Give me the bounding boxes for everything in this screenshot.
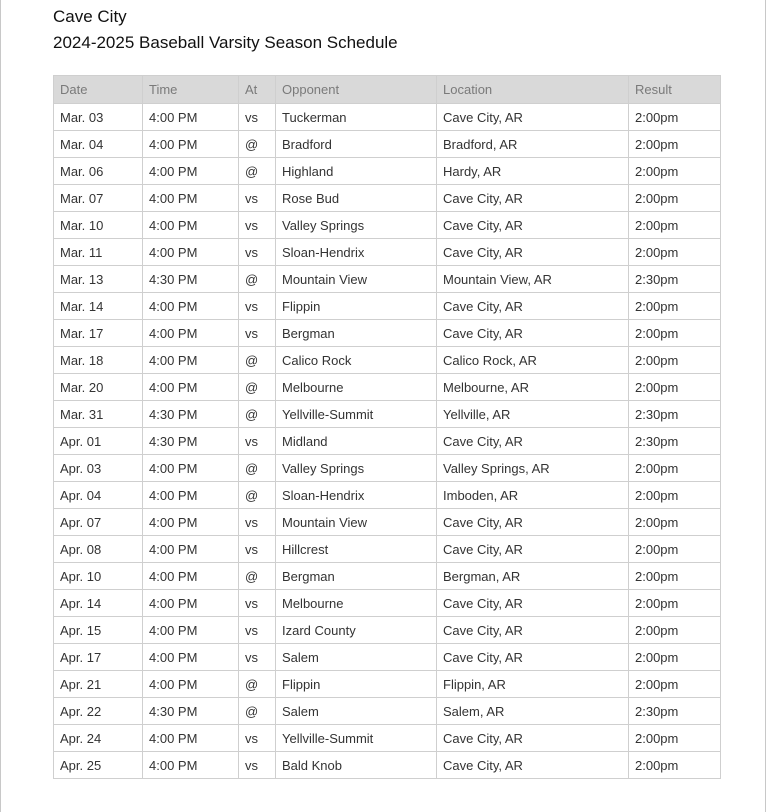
cell-result: 2:30pm xyxy=(629,698,721,725)
cell-location: Salem, AR xyxy=(437,698,629,725)
cell-location: Yellville, AR xyxy=(437,401,629,428)
column-header-time: Time xyxy=(143,76,239,104)
cell-time: 4:00 PM xyxy=(143,644,239,671)
table-row xyxy=(54,590,721,617)
cell-date: Mar. 07 xyxy=(54,185,143,212)
cell-time: 4:00 PM xyxy=(143,752,239,779)
table-row xyxy=(54,563,721,590)
cell-result: 2:00pm xyxy=(629,590,721,617)
cell-at: vs xyxy=(239,617,276,644)
cell-result: 2:00pm xyxy=(629,752,721,779)
cell-location: Cave City, AR xyxy=(437,212,629,239)
cell-date: Apr. 22 xyxy=(54,698,143,725)
cell-time: 4:00 PM xyxy=(143,563,239,590)
table-row xyxy=(54,212,721,239)
cell-at: vs xyxy=(239,104,276,131)
cell-opponent: Hillcrest xyxy=(276,536,437,563)
cell-date: Apr. 03 xyxy=(54,455,143,482)
cell-time: 4:00 PM xyxy=(143,671,239,698)
cell-date: Mar. 03 xyxy=(54,104,143,131)
cell-opponent: Salem xyxy=(276,644,437,671)
cell-location: Calico Rock, AR xyxy=(437,347,629,374)
cell-result: 2:00pm xyxy=(629,482,721,509)
cell-at: @ xyxy=(239,563,276,590)
table-row xyxy=(54,374,721,401)
table-row xyxy=(54,104,721,131)
cell-result: 2:30pm xyxy=(629,401,721,428)
cell-time: 4:30 PM xyxy=(143,266,239,293)
cell-result: 2:00pm xyxy=(629,239,721,266)
cell-at: @ xyxy=(239,266,276,293)
cell-time: 4:00 PM xyxy=(143,617,239,644)
column-header-location: Location xyxy=(437,76,629,104)
column-header-at: At xyxy=(239,76,276,104)
cell-result: 2:30pm xyxy=(629,428,721,455)
table-row xyxy=(54,401,721,428)
cell-opponent: Midland xyxy=(276,428,437,455)
cell-result: 2:00pm xyxy=(629,131,721,158)
table-row xyxy=(54,185,721,212)
cell-date: Apr. 21 xyxy=(54,671,143,698)
table-row xyxy=(54,131,721,158)
cell-time: 4:00 PM xyxy=(143,320,239,347)
cell-at: vs xyxy=(239,185,276,212)
cell-location: Cave City, AR xyxy=(437,293,629,320)
cell-date: Mar. 20 xyxy=(54,374,143,401)
cell-location: Cave City, AR xyxy=(437,239,629,266)
column-header-result: Result xyxy=(629,76,721,104)
cell-at: vs xyxy=(239,212,276,239)
cell-at: vs xyxy=(239,536,276,563)
cell-result: 2:00pm xyxy=(629,185,721,212)
table-row xyxy=(54,725,721,752)
cell-date: Apr. 24 xyxy=(54,725,143,752)
cell-at: vs xyxy=(239,590,276,617)
title-block xyxy=(53,4,398,56)
cell-result: 2:00pm xyxy=(629,725,721,752)
cell-opponent: Mountain View xyxy=(276,509,437,536)
cell-at: @ xyxy=(239,131,276,158)
cell-opponent: Valley Springs xyxy=(276,455,437,482)
cell-opponent: Valley Springs xyxy=(276,212,437,239)
cell-time: 4:00 PM xyxy=(143,725,239,752)
cell-opponent: Yellville-Summit xyxy=(276,725,437,752)
cell-at: vs xyxy=(239,320,276,347)
cell-opponent: Rose Bud xyxy=(276,185,437,212)
table-row xyxy=(54,482,721,509)
cell-opponent: Calico Rock xyxy=(276,347,437,374)
cell-time: 4:00 PM xyxy=(143,212,239,239)
cell-at: @ xyxy=(239,455,276,482)
cell-result: 2:00pm xyxy=(629,347,721,374)
cell-at: vs xyxy=(239,239,276,266)
cell-date: Apr. 17 xyxy=(54,644,143,671)
cell-date: Apr. 25 xyxy=(54,752,143,779)
cell-opponent: Mountain View xyxy=(276,266,437,293)
cell-at: @ xyxy=(239,158,276,185)
cell-opponent: Bergman xyxy=(276,563,437,590)
cell-location: Cave City, AR xyxy=(437,590,629,617)
cell-result: 2:00pm xyxy=(629,293,721,320)
cell-location: Mountain View, AR xyxy=(437,266,629,293)
cell-location: Hardy, AR xyxy=(437,158,629,185)
cell-date: Apr. 14 xyxy=(54,590,143,617)
cell-time: 4:00 PM xyxy=(143,347,239,374)
cell-result: 2:00pm xyxy=(629,455,721,482)
table-row xyxy=(54,239,721,266)
cell-opponent: Melbourne xyxy=(276,590,437,617)
cell-at: vs xyxy=(239,725,276,752)
table-row xyxy=(54,536,721,563)
cell-time: 4:30 PM xyxy=(143,698,239,725)
cell-time: 4:00 PM xyxy=(143,455,239,482)
cell-date: Mar. 04 xyxy=(54,131,143,158)
cell-date: Apr. 15 xyxy=(54,617,143,644)
cell-opponent: Salem xyxy=(276,698,437,725)
cell-result: 2:00pm xyxy=(629,644,721,671)
cell-date: Apr. 07 xyxy=(54,509,143,536)
schedule-table xyxy=(53,75,721,779)
cell-date: Mar. 17 xyxy=(54,320,143,347)
table-row xyxy=(54,509,721,536)
cell-time: 4:00 PM xyxy=(143,239,239,266)
cell-time: 4:30 PM xyxy=(143,428,239,455)
cell-time: 4:00 PM xyxy=(143,590,239,617)
cell-at: @ xyxy=(239,374,276,401)
cell-date: Mar. 18 xyxy=(54,347,143,374)
cell-date: Apr. 08 xyxy=(54,536,143,563)
cell-result: 2:00pm xyxy=(629,509,721,536)
cell-location: Cave City, AR xyxy=(437,536,629,563)
cell-location: Cave City, AR xyxy=(437,617,629,644)
cell-time: 4:00 PM xyxy=(143,374,239,401)
cell-opponent: Bergman xyxy=(276,320,437,347)
column-header-opponent: Opponent xyxy=(276,76,437,104)
cell-result: 2:00pm xyxy=(629,617,721,644)
cell-opponent: Bald Knob xyxy=(276,752,437,779)
table-row xyxy=(54,293,721,320)
column-header-date: Date xyxy=(54,76,143,104)
cell-location: Cave City, AR xyxy=(437,752,629,779)
cell-at: @ xyxy=(239,401,276,428)
table-row xyxy=(54,158,721,185)
cell-result: 2:00pm xyxy=(629,536,721,563)
cell-at: vs xyxy=(239,293,276,320)
cell-result: 2:00pm xyxy=(629,104,721,131)
cell-location: Cave City, AR xyxy=(437,104,629,131)
cell-opponent: Tuckerman xyxy=(276,104,437,131)
cell-result: 2:00pm xyxy=(629,374,721,401)
cell-opponent: Highland xyxy=(276,158,437,185)
cell-opponent: Sloan-Hendrix xyxy=(276,239,437,266)
cell-at: vs xyxy=(239,644,276,671)
table-row xyxy=(54,455,721,482)
cell-time: 4:00 PM xyxy=(143,185,239,212)
cell-opponent: Izard County xyxy=(276,617,437,644)
cell-opponent: Flippin xyxy=(276,671,437,698)
table-body xyxy=(54,104,721,779)
cell-result: 2:00pm xyxy=(629,158,721,185)
cell-opponent: Yellville-Summit xyxy=(276,401,437,428)
cell-time: 4:00 PM xyxy=(143,131,239,158)
cell-time: 4:00 PM xyxy=(143,158,239,185)
cell-at: vs xyxy=(239,752,276,779)
cell-date: Mar. 14 xyxy=(54,293,143,320)
cell-date: Mar. 06 xyxy=(54,158,143,185)
cell-location: Cave City, AR xyxy=(437,725,629,752)
table-row xyxy=(54,644,721,671)
table-row xyxy=(54,698,721,725)
cell-at: vs xyxy=(239,428,276,455)
table-row xyxy=(54,320,721,347)
cell-time: 4:30 PM xyxy=(143,401,239,428)
cell-date: Mar. 31 xyxy=(54,401,143,428)
cell-time: 4:00 PM xyxy=(143,293,239,320)
school-title: Cave City xyxy=(53,7,127,26)
cell-date: Apr. 04 xyxy=(54,482,143,509)
cell-location: Cave City, AR xyxy=(437,185,629,212)
table-header-row xyxy=(54,76,721,104)
cell-at: @ xyxy=(239,482,276,509)
table-row xyxy=(54,671,721,698)
cell-date: Mar. 13 xyxy=(54,266,143,293)
cell-at: @ xyxy=(239,698,276,725)
cell-result: 2:00pm xyxy=(629,320,721,347)
cell-date: Apr. 01 xyxy=(54,428,143,455)
cell-date: Mar. 10 xyxy=(54,212,143,239)
cell-location: Cave City, AR xyxy=(437,644,629,671)
table-row xyxy=(54,428,721,455)
cell-location: Valley Springs, AR xyxy=(437,455,629,482)
cell-location: Melbourne, AR xyxy=(437,374,629,401)
table-row xyxy=(54,617,721,644)
cell-location: Flippin, AR xyxy=(437,671,629,698)
cell-location: Bradford, AR xyxy=(437,131,629,158)
cell-opponent: Bradford xyxy=(276,131,437,158)
cell-result: 2:00pm xyxy=(629,212,721,239)
cell-at: @ xyxy=(239,671,276,698)
cell-opponent: Sloan-Hendrix xyxy=(276,482,437,509)
cell-location: Cave City, AR xyxy=(437,320,629,347)
cell-date: Mar. 11 xyxy=(54,239,143,266)
schedule-title: 2024-2025 Baseball Varsity Season Schedule xyxy=(53,33,398,52)
cell-result: 2:00pm xyxy=(629,563,721,590)
cell-location: Cave City, AR xyxy=(437,428,629,455)
cell-location: Bergman, AR xyxy=(437,563,629,590)
cell-date: Apr. 10 xyxy=(54,563,143,590)
cell-time: 4:00 PM xyxy=(143,482,239,509)
table-row xyxy=(54,752,721,779)
cell-opponent: Flippin xyxy=(276,293,437,320)
cell-time: 4:00 PM xyxy=(143,536,239,563)
table-row xyxy=(54,347,721,374)
cell-result: 2:30pm xyxy=(629,266,721,293)
cell-result: 2:00pm xyxy=(629,671,721,698)
cell-at: @ xyxy=(239,347,276,374)
cell-time: 4:00 PM xyxy=(143,509,239,536)
table-row xyxy=(54,266,721,293)
cell-location: Imboden, AR xyxy=(437,482,629,509)
cell-time: 4:00 PM xyxy=(143,104,239,131)
cell-at: vs xyxy=(239,509,276,536)
cell-opponent: Melbourne xyxy=(276,374,437,401)
cell-location: Cave City, AR xyxy=(437,509,629,536)
